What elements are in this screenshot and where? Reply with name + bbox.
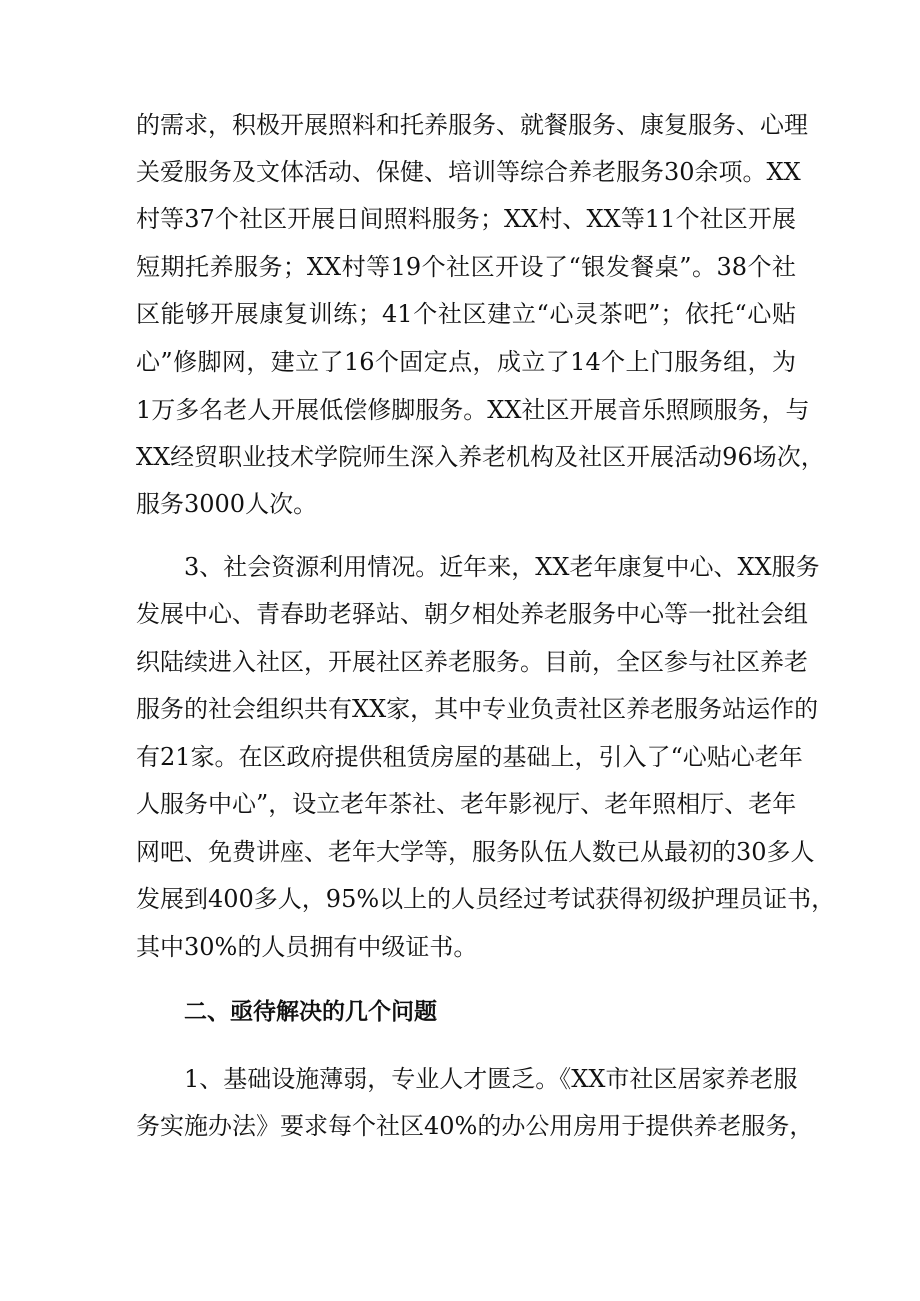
paragraph-1-line: 区能够开展康复训练；41个社区建立“心灵茶吧”；依托“心贴	[136, 300, 796, 328]
paragraph-2-line: 网吧、免费讲座、老年大学等，服务队伍人数已从最初的30多人	[136, 838, 815, 866]
paragraph-2-line: 3、社会资源利用情况。近年来，XX老年康复中心、XX服务	[184, 553, 820, 581]
paragraph-1-line: 短期托养服务；XX村等19个社区开设了“银发餐桌”。38个社	[136, 253, 796, 281]
paragraph-3-line: 务实施办法》要求每个社区40%的办公用房用于提供养老服务，	[136, 1112, 814, 1140]
paragraph-2-line: 服务的社会组织共有XX家，其中专业负责社区养老服务站运作的	[136, 695, 819, 723]
paragraph-1-line: 心”修脚网，建立了16个固定点，成立了14个上门服务组，为	[136, 348, 796, 376]
paragraph-1-line: 关爱服务及文体活动、保健、培训等综合养老服务30余项。XX	[136, 158, 801, 186]
paragraph-1-line: 的需求，积极开展照料和托养服务、就餐服务、康复服务、心理	[136, 111, 808, 139]
paragraph-2-line: 人服务中心”，设立老年茶社、老年影视厅、老年照相厅、老年	[136, 790, 797, 818]
paragraph-1-line: XX经贸职业技术学院师生深入养老机构及社区开展活动96场次，	[136, 443, 825, 471]
paragraph-1-line: 1万多名老人开展低偿修脚服务。XX社区开展音乐照顾服务，与	[136, 396, 810, 424]
paragraph-1-line: 服务3000人次。	[136, 490, 318, 518]
paragraph-2-line: 发展中心、青春助老驿站、朝夕相处养老服务中心等一批社会组	[136, 600, 808, 628]
paragraph-1-line: 村等37个社区开展日间照料服务；XX村、XX等11个社区开展	[136, 205, 796, 233]
paragraph-2-line: 其中30%的人员拥有中级证书。	[136, 933, 478, 961]
paragraph-2-line: 有21家。在区政府提供租赁房屋的基础上，引入了“心贴心老年	[136, 743, 803, 771]
paragraph-2-line: 发展到400多人，95%以上的人员经过考试获得初级护理员证书，	[136, 885, 836, 913]
section-heading: 二、亟待解决的几个问题	[184, 999, 437, 1025]
paragraph-3-line: 1、基础设施薄弱，专业人才匮乏。《XX市社区居家养老服	[184, 1065, 798, 1093]
paragraph-2-line: 织陆续进入社区，开展社区养老服务。目前，全区参与社区养老	[136, 648, 808, 676]
